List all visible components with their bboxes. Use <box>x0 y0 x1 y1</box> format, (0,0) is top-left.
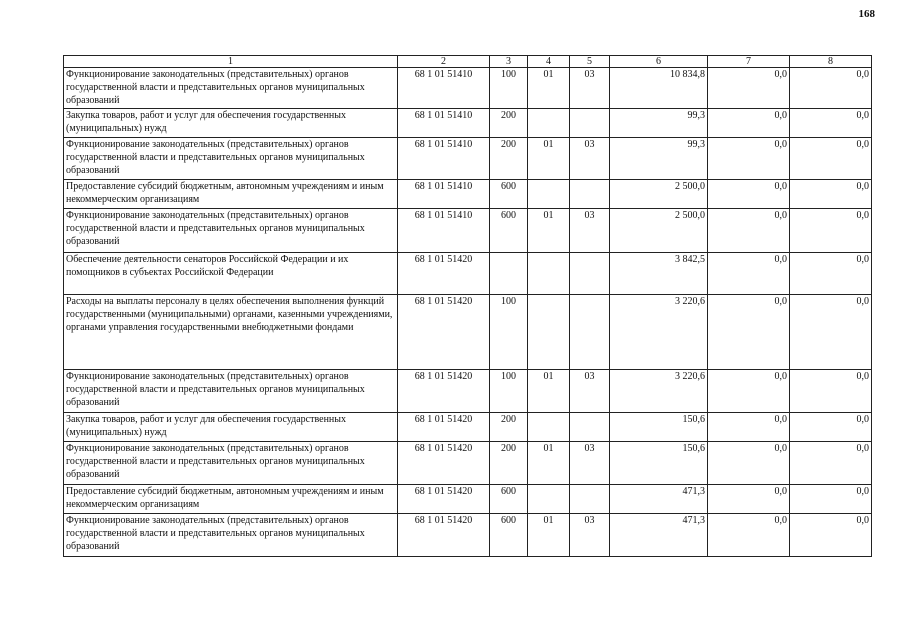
row-c5: 03 <box>570 370 610 413</box>
row-c7: 0,0 <box>708 180 790 209</box>
row-code: 68 1 01 51420 <box>398 413 490 442</box>
row-code: 68 1 01 51410 <box>398 138 490 180</box>
row-c4 <box>528 253 570 295</box>
row-name: Закупка товаров, работ и услуг для обеспечения государственных (муниципальных) нужд <box>64 413 398 442</box>
row-c5: 03 <box>570 138 610 180</box>
row-amount: 3 842,5 <box>610 253 708 295</box>
row-c7: 0,0 <box>708 138 790 180</box>
row-amount: 99,3 <box>610 138 708 180</box>
row-c4: 01 <box>528 514 570 557</box>
row-code: 68 1 01 51420 <box>398 295 490 370</box>
row-c4 <box>528 485 570 514</box>
row-c7: 0,0 <box>708 295 790 370</box>
row-c8: 0,0 <box>790 253 872 295</box>
row-c5 <box>570 253 610 295</box>
table-row <box>64 442 872 485</box>
row-c4 <box>528 413 570 442</box>
row-c8: 0,0 <box>790 514 872 557</box>
header-cell: 2 <box>398 56 490 68</box>
row-code: 68 1 01 51420 <box>398 442 490 485</box>
row-code: 68 1 01 51420 <box>398 370 490 413</box>
row-c3: 200 <box>490 413 528 442</box>
row-c5: 03 <box>570 68 610 109</box>
table-row <box>64 180 872 209</box>
table-row <box>64 370 872 413</box>
row-amount: 2 500,0 <box>610 180 708 209</box>
row-c7: 0,0 <box>708 68 790 109</box>
row-c5 <box>570 180 610 209</box>
row-name: Расходы на выплаты персоналу в целях обеспечения выполнения функций государственными (муниципальными) органами, казенными учреждениями, органами управления государственными внебюджетными фондами <box>64 295 398 370</box>
row-c7: 0,0 <box>708 370 790 413</box>
row-amount: 2 500,0 <box>610 209 708 253</box>
header-cell: 8 <box>790 56 872 68</box>
row-c4 <box>528 109 570 138</box>
row-c3: 600 <box>490 514 528 557</box>
row-code: 68 1 01 51410 <box>398 109 490 138</box>
row-name: Функционирование законодательных (представительных) органов государственной власти и представительных органов муниципальных образований <box>64 514 398 557</box>
row-c7: 0,0 <box>708 209 790 253</box>
row-c8: 0,0 <box>790 209 872 253</box>
row-c4: 01 <box>528 68 570 109</box>
row-c4: 01 <box>528 370 570 413</box>
row-name: Функционирование законодательных (представительных) органов государственной власти и представительных органов муниципальных образований <box>64 442 398 485</box>
row-c3: 600 <box>490 209 528 253</box>
row-c7: 0,0 <box>708 413 790 442</box>
row-c8: 0,0 <box>790 413 872 442</box>
table-row <box>64 209 872 253</box>
header-cell: 3 <box>490 56 528 68</box>
row-c5: 03 <box>570 514 610 557</box>
row-c8: 0,0 <box>790 295 872 370</box>
row-name: Закупка товаров, работ и услуг для обеспечения государственных (муниципальных) нужд <box>64 109 398 138</box>
row-c8: 0,0 <box>790 180 872 209</box>
table-row <box>64 514 872 557</box>
row-code: 68 1 01 51410 <box>398 68 490 109</box>
row-c5 <box>570 109 610 138</box>
row-c8: 0,0 <box>790 485 872 514</box>
row-code: 68 1 01 51410 <box>398 180 490 209</box>
row-amount: 150,6 <box>610 413 708 442</box>
row-amount: 99,3 <box>610 109 708 138</box>
row-c7: 0,0 <box>708 485 790 514</box>
row-c7: 0,0 <box>708 442 790 485</box>
row-code: 68 1 01 51410 <box>398 209 490 253</box>
table-row <box>64 295 872 370</box>
table-row <box>64 68 872 109</box>
row-c7: 0,0 <box>708 109 790 138</box>
row-name: Функционирование законодательных (представительных) органов государственной власти и представительных органов муниципальных образований <box>64 68 398 109</box>
row-name: Функционирование законодательных (представительных) органов государственной власти и представительных органов муниципальных образований <box>64 370 398 413</box>
row-c8: 0,0 <box>790 442 872 485</box>
table-row <box>64 413 872 442</box>
table-row <box>64 109 872 138</box>
row-name: Предоставление субсидий бюджетным, автономным учреждениям и иным некоммерческим организациям <box>64 485 398 514</box>
row-c3: 100 <box>490 68 528 109</box>
header-cell: 1 <box>64 56 398 68</box>
row-c5 <box>570 413 610 442</box>
row-c3: 100 <box>490 370 528 413</box>
header-cell: 6 <box>610 56 708 68</box>
row-c8: 0,0 <box>790 138 872 180</box>
row-c4 <box>528 295 570 370</box>
page-number: 168 <box>858 8 875 20</box>
row-amount: 150,6 <box>610 442 708 485</box>
row-amount: 471,3 <box>610 485 708 514</box>
row-code: 68 1 01 51420 <box>398 485 490 514</box>
row-c5 <box>570 295 610 370</box>
row-name: Функционирование законодательных (представительных) органов государственной власти и представительных органов муниципальных образований <box>64 209 398 253</box>
row-c3: 600 <box>490 485 528 514</box>
table-row <box>64 138 872 180</box>
row-code: 68 1 01 51420 <box>398 253 490 295</box>
row-c8: 0,0 <box>790 109 872 138</box>
row-c5: 03 <box>570 442 610 485</box>
row-c4 <box>528 180 570 209</box>
row-name: Обеспечение деятельности сенаторов Российской Федерации и их помощников в субъектах Российской Федерации <box>64 253 398 295</box>
row-code: 68 1 01 51420 <box>398 514 490 557</box>
header-cell: 4 <box>528 56 570 68</box>
header-row <box>64 56 872 68</box>
row-c3: 600 <box>490 180 528 209</box>
row-amount: 3 220,6 <box>610 295 708 370</box>
row-name: Функционирование законодательных (представительных) органов государственной власти и представительных органов муниципальных образований <box>64 138 398 180</box>
row-c5: 03 <box>570 209 610 253</box>
row-c3: 200 <box>490 109 528 138</box>
row-c4: 01 <box>528 138 570 180</box>
table-row <box>64 485 872 514</box>
row-name: Предоставление субсидий бюджетным, автономным учреждениям и иным некоммерческим организациям <box>64 180 398 209</box>
row-c8: 0,0 <box>790 370 872 413</box>
header-cell: 5 <box>570 56 610 68</box>
row-amount: 10 834,8 <box>610 68 708 109</box>
row-c7: 0,0 <box>708 253 790 295</box>
row-amount: 3 220,6 <box>610 370 708 413</box>
table-row <box>64 253 872 295</box>
row-c3: 200 <box>490 442 528 485</box>
header-cell: 7 <box>708 56 790 68</box>
row-c5 <box>570 485 610 514</box>
row-c7: 0,0 <box>708 514 790 557</box>
row-c3: 100 <box>490 295 528 370</box>
row-c3: 200 <box>490 138 528 180</box>
row-c4: 01 <box>528 209 570 253</box>
row-c8: 0,0 <box>790 68 872 109</box>
row-amount: 471,3 <box>610 514 708 557</box>
row-c4: 01 <box>528 442 570 485</box>
budget-table <box>63 55 872 557</box>
row-c3 <box>490 253 528 295</box>
